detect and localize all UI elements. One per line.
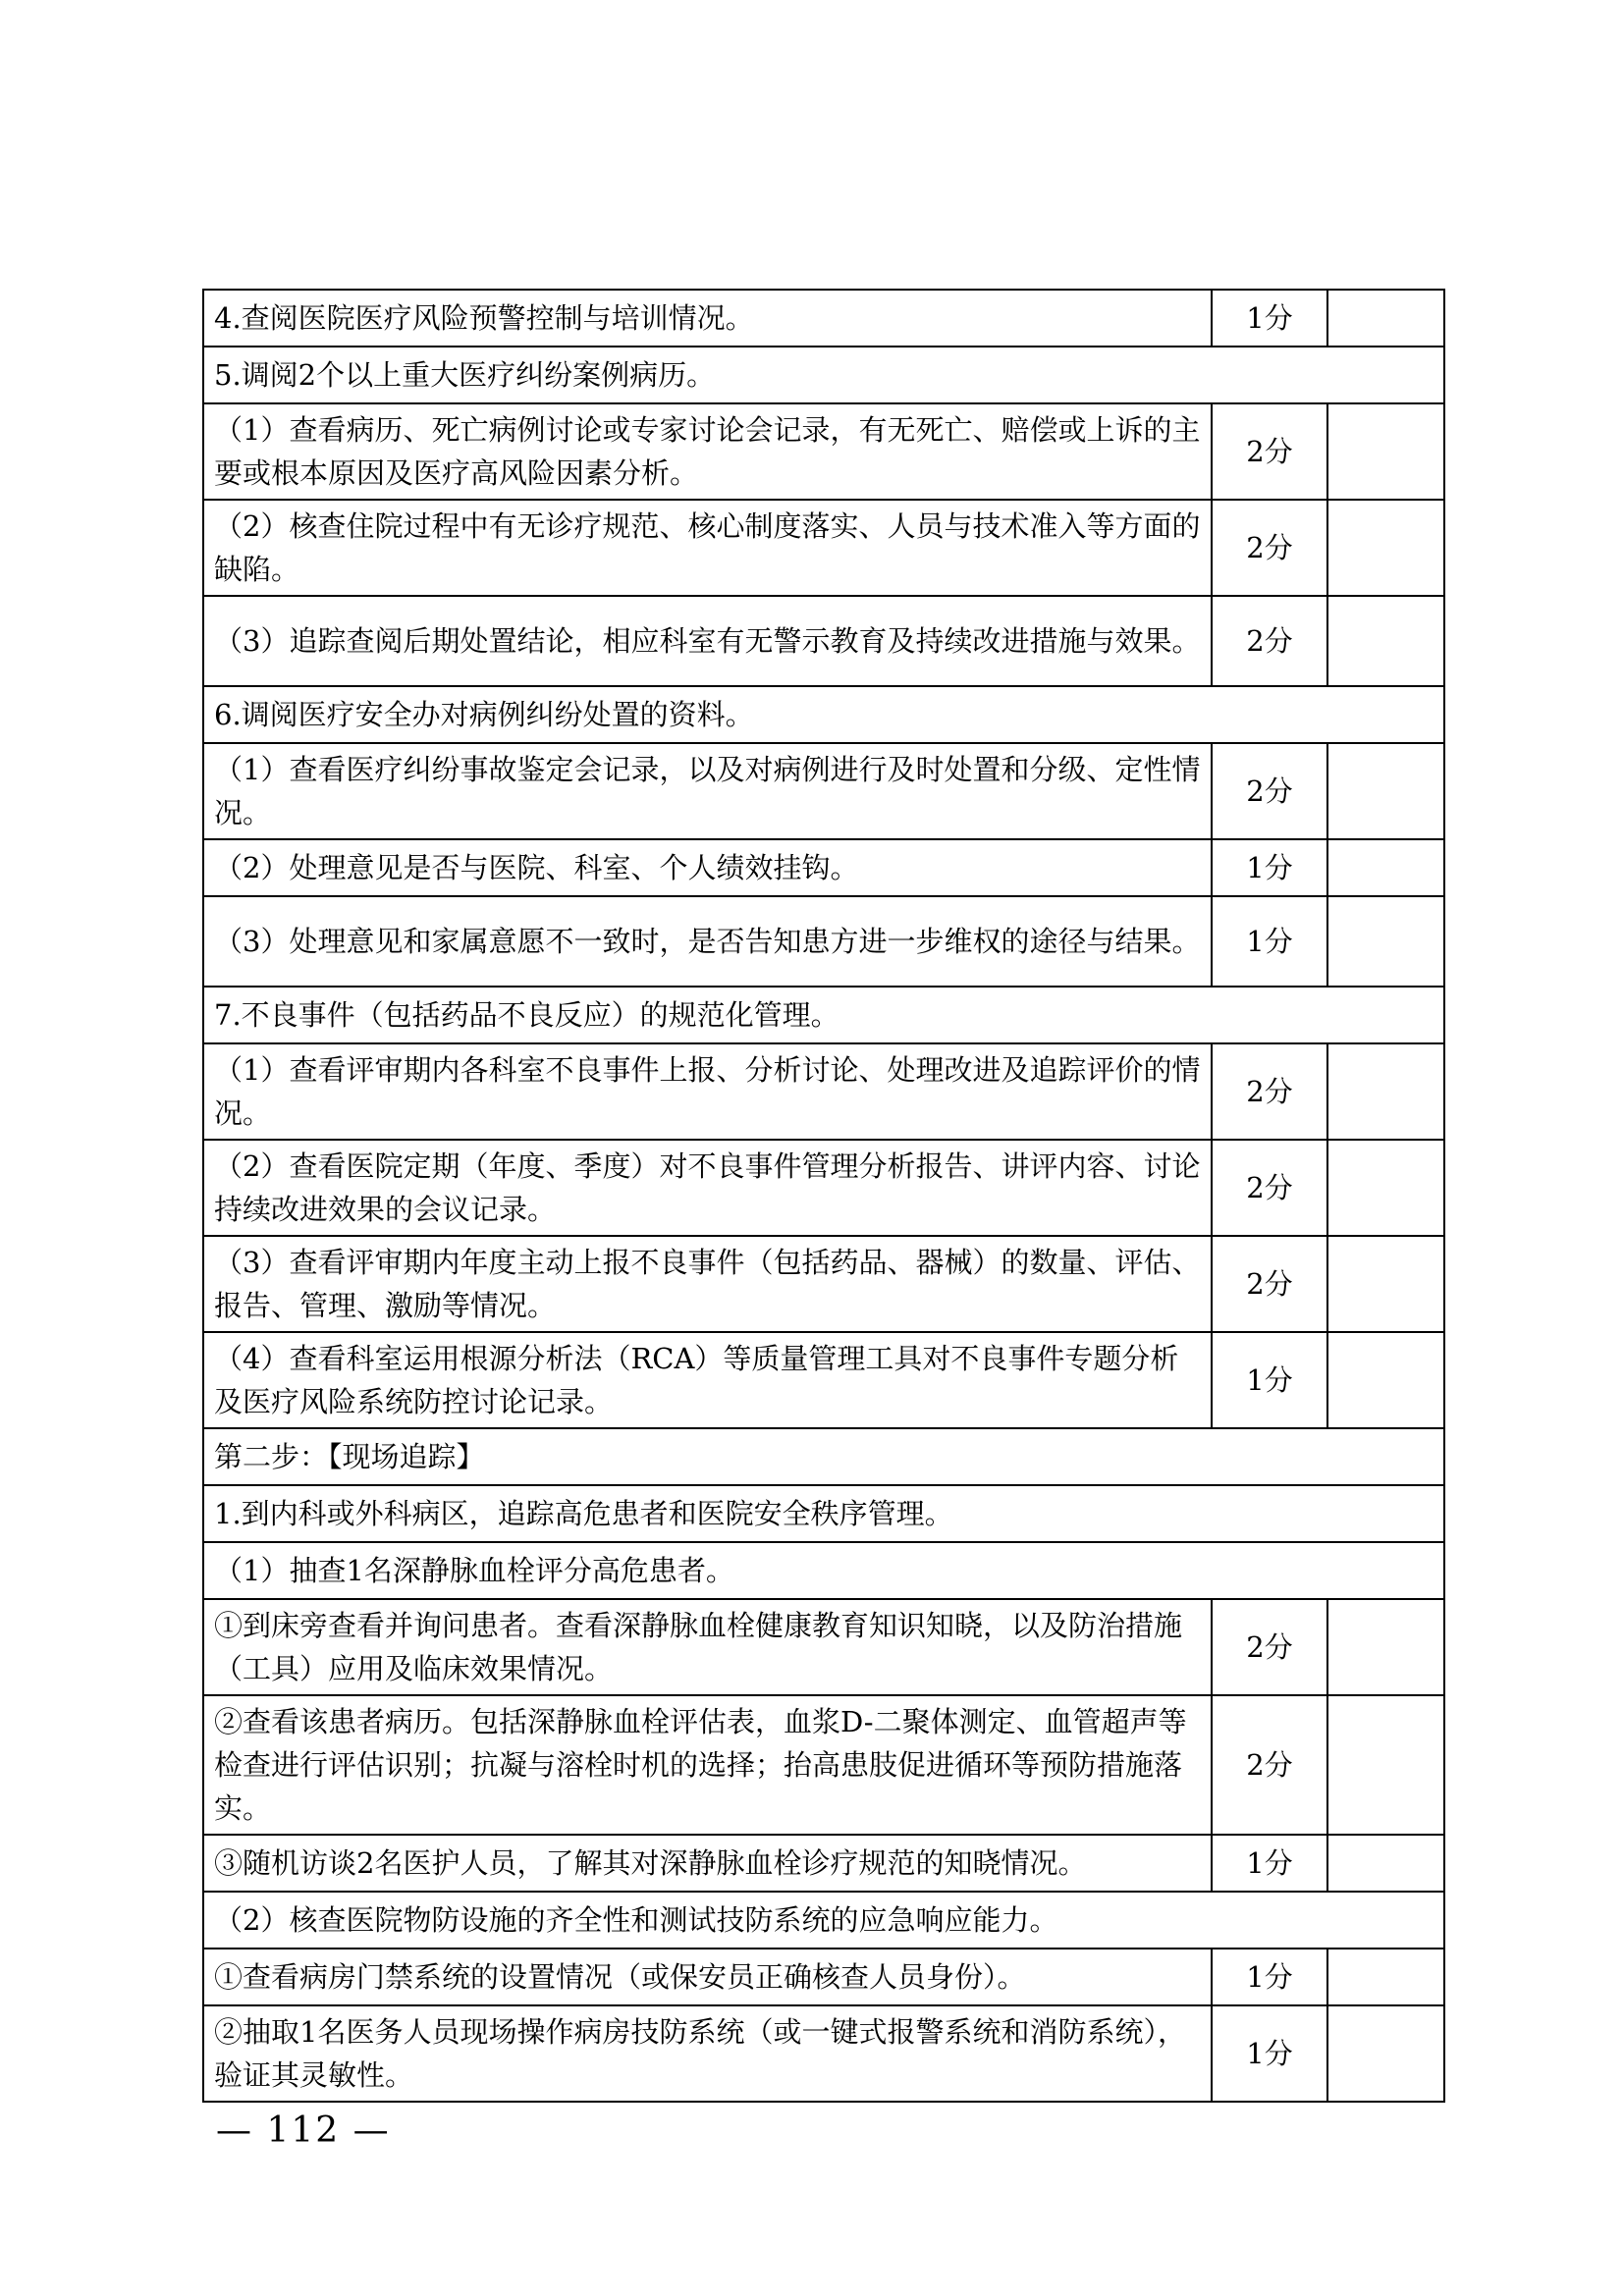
item-score: 1分 bbox=[1212, 2005, 1327, 2102]
item-score: 2分 bbox=[1212, 403, 1327, 500]
item-score: 2分 bbox=[1212, 1140, 1327, 1236]
item-description: （2）查看医院定期（年度、季度）对不良事件管理分析报告、讲评内容、讨论持续改进效果的会议记录。 bbox=[203, 1140, 1212, 1236]
table-row bbox=[203, 1140, 1444, 1236]
actual-score-blank bbox=[1327, 1332, 1444, 1428]
actual-score-blank bbox=[1327, 1043, 1444, 1140]
actual-score-blank bbox=[1327, 1599, 1444, 1695]
item-description: （1）查看医疗纠纷事故鉴定会记录，以及对病例进行及时处置和分级、定性情况。 bbox=[203, 743, 1212, 839]
table-row bbox=[203, 500, 1444, 596]
table-row bbox=[203, 290, 1444, 347]
item-description: （1）查看评审期内各科室不良事件上报、分析讨论、处理改进及追踪评价的情况。 bbox=[203, 1043, 1212, 1140]
item-description: ②抽取1名医务人员现场操作病房技防系统（或一键式报警系统和消防系统），验证其灵敏性。 bbox=[203, 2005, 1212, 2102]
actual-score-blank bbox=[1327, 1236, 1444, 1332]
actual-score-blank bbox=[1327, 839, 1444, 896]
item-description: （2）核查住院过程中有无诊疗规范、核心制度落实、人员与技术准入等方面的缺陷。 bbox=[203, 500, 1212, 596]
actual-score-blank bbox=[1327, 290, 1444, 347]
item-score: 2分 bbox=[1212, 743, 1327, 839]
item-score: 1分 bbox=[1212, 290, 1327, 347]
item-description: （3）处理意见和家属意愿不一致时，是否告知患方进一步维权的途径与结果。 bbox=[203, 896, 1212, 987]
item-score: 2分 bbox=[1212, 596, 1327, 686]
item-description: ②查看该患者病历。包括深静脉血栓评估表，血浆D-二聚体测定、血管超声等检查进行评估识别；抗凝与溶栓时机的选择；抬高患肢促进循环等预防措施落实。 bbox=[203, 1695, 1212, 1835]
item-score: 1分 bbox=[1212, 839, 1327, 896]
item-score: 1分 bbox=[1212, 1332, 1327, 1428]
actual-score-blank bbox=[1327, 500, 1444, 596]
table-row bbox=[203, 2005, 1444, 2102]
table-row bbox=[203, 896, 1444, 987]
item-description: 6.调阅医疗安全办对病例纠纷处置的资料。 bbox=[203, 686, 1444, 743]
table-row bbox=[203, 596, 1444, 686]
item-description: （1）查看病历、死亡病例讨论或专家讨论会记录，有无死亡、赔偿或上诉的主要或根本原因及医疗高风险因素分析。 bbox=[203, 403, 1212, 500]
table-body bbox=[203, 290, 1444, 2102]
item-score: 1分 bbox=[1212, 1835, 1327, 1892]
item-score: 1分 bbox=[1212, 1949, 1327, 2005]
item-score: 1分 bbox=[1212, 896, 1327, 987]
item-description: 5.调阅2个以上重大医疗纠纷案例病历。 bbox=[203, 347, 1444, 403]
table-row bbox=[203, 1695, 1444, 1835]
table-row bbox=[203, 1236, 1444, 1332]
table-row bbox=[203, 1892, 1444, 1949]
table-row bbox=[203, 1949, 1444, 2005]
item-description: （4）查看科室运用根源分析法（RCA）等质量管理工具对不良事件专题分析及医疗风险系统防控讨论记录。 bbox=[203, 1332, 1212, 1428]
item-score: 2分 bbox=[1212, 1236, 1327, 1332]
table-row bbox=[203, 1428, 1444, 1485]
score-table bbox=[202, 289, 1445, 2103]
actual-score-blank bbox=[1327, 1140, 1444, 1236]
item-score: 2分 bbox=[1212, 1599, 1327, 1695]
score-table-container bbox=[202, 289, 1443, 2103]
table-row bbox=[203, 686, 1444, 743]
table-row bbox=[203, 839, 1444, 896]
actual-score-blank bbox=[1327, 1695, 1444, 1835]
item-description: 4.查阅医院医疗风险预警控制与培训情况。 bbox=[203, 290, 1212, 347]
item-score: 2分 bbox=[1212, 1043, 1327, 1140]
item-description: （1）抽查1名深静脉血栓评分高危患者。 bbox=[203, 1542, 1444, 1599]
table-row bbox=[203, 1835, 1444, 1892]
actual-score-blank bbox=[1327, 403, 1444, 500]
item-score: 2分 bbox=[1212, 500, 1327, 596]
table-row bbox=[203, 1542, 1444, 1599]
table-row bbox=[203, 1332, 1444, 1428]
actual-score-blank bbox=[1327, 896, 1444, 987]
page-number: — 112 — bbox=[216, 2110, 391, 2151]
table-row bbox=[203, 347, 1444, 403]
item-description: 第二步：【现场追踪】 bbox=[203, 1428, 1444, 1485]
table-row bbox=[203, 987, 1444, 1043]
item-description: 7.不良事件（包括药品不良反应）的规范化管理。 bbox=[203, 987, 1444, 1043]
item-description: （2）核查医院物防设施的齐全性和测试技防系统的应急响应能力。 bbox=[203, 1892, 1444, 1949]
actual-score-blank bbox=[1327, 596, 1444, 686]
table-row bbox=[203, 1485, 1444, 1542]
item-description: （3）查看评审期内年度主动上报不良事件（包括药品、器械）的数量、评估、报告、管理、激励等情况。 bbox=[203, 1236, 1212, 1332]
item-description: 1.到内科或外科病区，追踪高危患者和医院安全秩序管理。 bbox=[203, 1485, 1444, 1542]
table-row bbox=[203, 1043, 1444, 1140]
actual-score-blank bbox=[1327, 743, 1444, 839]
item-description: （2）处理意见是否与医院、科室、个人绩效挂钩。 bbox=[203, 839, 1212, 896]
item-description: ①查看病房门禁系统的设置情况（或保安员正确核查人员身份）。 bbox=[203, 1949, 1212, 2005]
item-score: 2分 bbox=[1212, 1695, 1327, 1835]
table-row bbox=[203, 403, 1444, 500]
table-row bbox=[203, 1599, 1444, 1695]
actual-score-blank bbox=[1327, 2005, 1444, 2102]
table-row bbox=[203, 743, 1444, 839]
actual-score-blank bbox=[1327, 1949, 1444, 2005]
actual-score-blank bbox=[1327, 1835, 1444, 1892]
item-description: ①到床旁查看并询问患者。查看深静脉血栓健康教育知识知晓，以及防治措施（工具）应用及临床效果情况。 bbox=[203, 1599, 1212, 1695]
item-description: （3）追踪查阅后期处置结论，相应科室有无警示教育及持续改进措施与效果。 bbox=[203, 596, 1212, 686]
item-description: ③随机访谈2名医护人员，了解其对深静脉血栓诊疗规范的知晓情况。 bbox=[203, 1835, 1212, 1892]
